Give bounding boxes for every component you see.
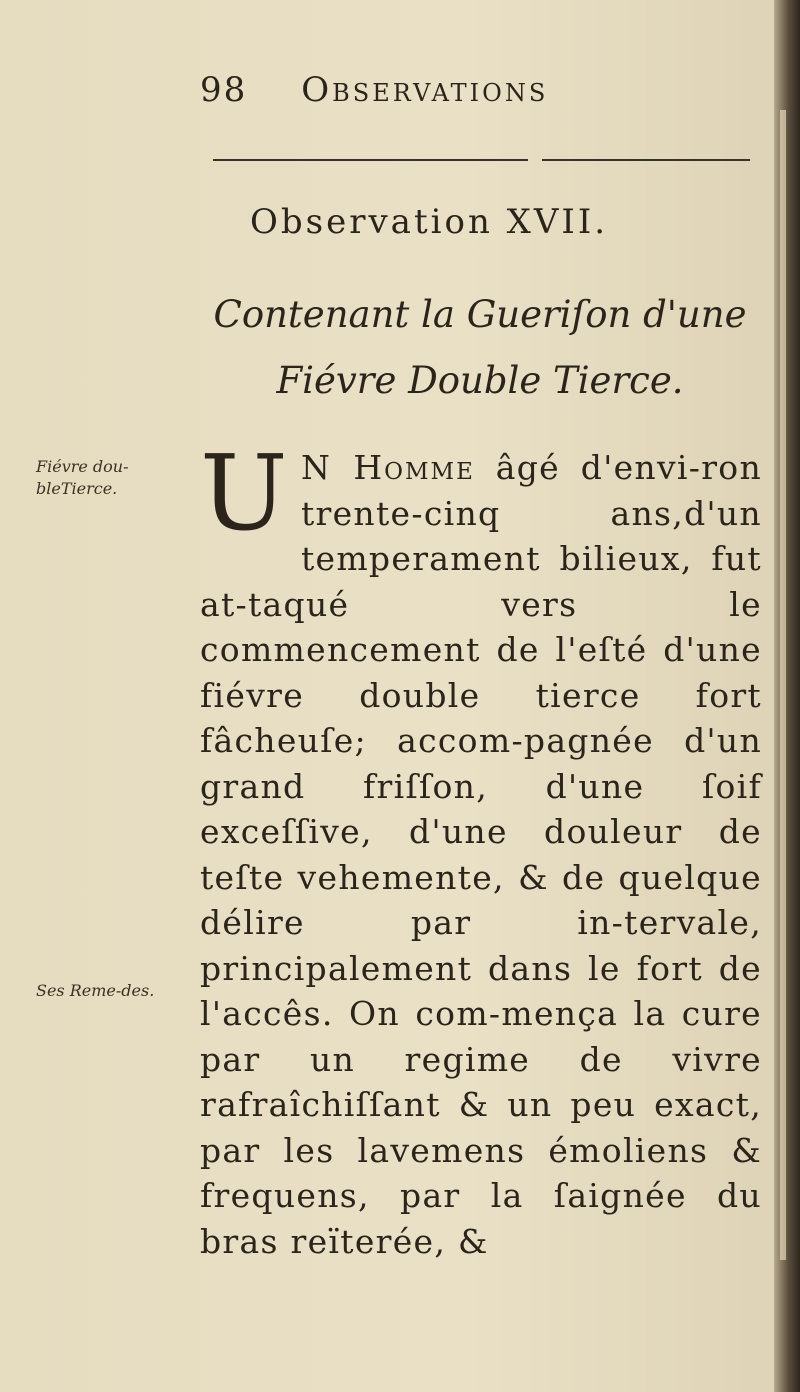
margin-note-remedies: Ses Reme-des. (36, 981, 155, 1000)
body-text: âgé d'envi-ron trente-cinq ans,d'un temperament bilieux, fut at-taqué vers le commencement de l'eſté d'une fiévre double tierce fort fâcheuſe; accom-pagnée d'un grand friſſon, d'une ſoif exceſſive, d'une douleur de teſte vehemente, & de quelque délire par in-tervale, principalement dans le fort de l'accês. On com-mença la cure par un regime de vivre rafraîchiſſant & un peu exact, par les lavemens émoliens & frequens, par la ſaignée du bras reïterée, & (200, 448, 763, 1261)
observation-subtitle: Contenant la Gueriſon d'une Fiévre Double Tierce. (213, 293, 747, 402)
header-rule-left (213, 159, 528, 161)
observation-title: Observation XVII. (250, 202, 609, 242)
margin-note-fever: Fiévre dou-bleTierce. (36, 457, 129, 498)
running-header (200, 70, 548, 110)
running-title: Observations (301, 70, 549, 110)
page-edge (774, 0, 800, 1392)
page-number: 98 (200, 70, 248, 110)
body-paragraph (200, 432, 763, 1264)
lead-words: N Homme (300, 448, 475, 487)
drop-cap: U (200, 432, 289, 554)
page-edge-stripe (780, 110, 786, 1260)
header-rule-right (542, 159, 750, 161)
